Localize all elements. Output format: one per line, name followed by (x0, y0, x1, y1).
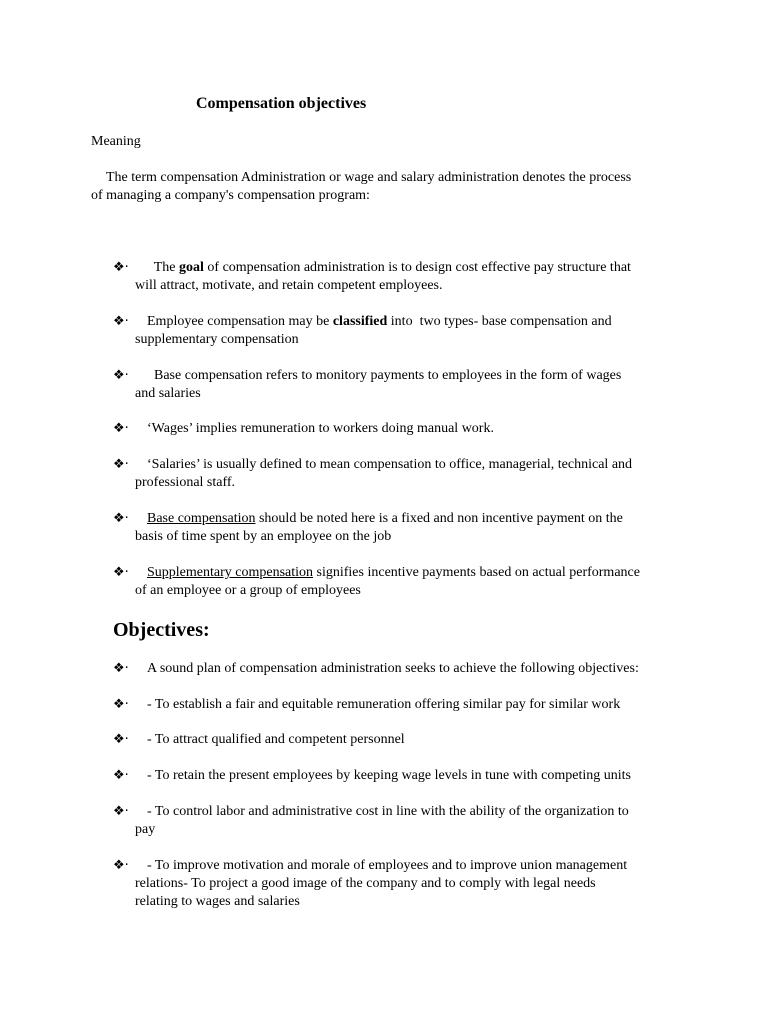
intro-line-1: The term compensation Administration or wage and salary administration denotes the process (106, 170, 632, 185)
objective-continuation: relations- To project a good image of the company and to comply with legal needs (135, 876, 596, 891)
bullet-underlined-term: Supplementary compensation (147, 565, 314, 580)
list-item (113, 767, 693, 785)
objective-text: - To attract qualified and competent personnel (147, 732, 405, 747)
list-item (113, 857, 693, 911)
objective-text: - To control labor and administrative cost in line with the ability of the organization to (147, 804, 629, 819)
objective-text: - To establish a fair and equitable remuneration offering similar pay for similar work (147, 697, 621, 712)
list-item (113, 367, 693, 403)
diamond-bullet-icon: ❖· (113, 661, 129, 676)
bullet-continuation: basis of time spent by an employee on the job (135, 529, 392, 544)
list-item (113, 660, 693, 678)
bullet-text: ‘Wages’ implies remuneration to workers doing manual work. (147, 421, 494, 436)
bullet-continuation: will attract, motivate, and retain competent employees. (135, 278, 443, 293)
diamond-bullet-icon: ❖· (113, 858, 129, 873)
bullet-text: should be noted here is a fixed and non incentive payment on the (255, 511, 623, 526)
bullet-underlined-term: Base compensation (147, 511, 256, 526)
diamond-bullet-icon: ❖· (113, 565, 129, 580)
bullet-text: signifies incentive payments based on actual performance (313, 565, 640, 580)
list-item (113, 803, 693, 839)
diamond-bullet-icon: ❖· (113, 804, 129, 819)
objective-text: - To improve motivation and morale of employees and to improve union management (147, 858, 628, 873)
diamond-bullet-icon: ❖· (113, 768, 129, 783)
bullet-continuation: supplementary compensation (135, 332, 299, 347)
diamond-bullet-icon: ❖· (113, 260, 129, 275)
bullet-text: Employee compensation may be (147, 314, 333, 329)
list-item (113, 696, 693, 714)
diamond-bullet-icon: ❖· (113, 511, 129, 526)
bullet-text: The (147, 260, 180, 275)
list-item (113, 420, 693, 438)
list-item (113, 259, 693, 295)
bullet-emphasis: goal (179, 260, 204, 275)
list-item (113, 731, 693, 749)
diamond-bullet-icon: ❖· (113, 732, 129, 747)
objective-text: A sound plan of compensation administration seeks to achieve the following objectives: (147, 661, 639, 676)
diamond-bullet-icon: ❖· (113, 314, 129, 329)
bullet-text: of compensation administration is to design cost effective pay structure that (203, 260, 631, 275)
list-item (113, 313, 693, 349)
document-title: Compensation objectives (196, 95, 367, 112)
bullet-continuation: of an employee or a group of employees (135, 583, 361, 598)
list-item (113, 510, 693, 546)
bullet-continuation: professional staff. (135, 475, 236, 490)
list-item (113, 564, 693, 600)
objectives-heading: Objectives: (113, 619, 210, 641)
bullet-text: into two types- base compensation and (387, 314, 612, 329)
bullet-text: ‘Salaries’ is usually defined to mean compensation to office, managerial, technical and (147, 457, 633, 472)
intro-paragraph (91, 169, 691, 205)
intro-line-2: of managing a company's compensation program: (91, 188, 370, 203)
objective-continuation: relating to wages and salaries (135, 894, 300, 909)
bullet-continuation: and salaries (135, 386, 201, 401)
meaning-label: Meaning (91, 134, 141, 149)
diamond-bullet-icon: ❖· (113, 457, 129, 472)
list-item (113, 456, 693, 492)
bullet-emphasis: classified (332, 314, 388, 329)
bullet-text: Base compensation refers to monitory payments to employees in the form of wages (147, 368, 622, 383)
diamond-bullet-icon: ❖· (113, 421, 129, 436)
objective-continuation: pay (135, 822, 156, 837)
diamond-bullet-icon: ❖· (113, 697, 129, 712)
objective-text: - To retain the present employees by keeping wage levels in tune with competing units (147, 768, 631, 783)
diamond-bullet-icon: ❖· (113, 368, 129, 383)
